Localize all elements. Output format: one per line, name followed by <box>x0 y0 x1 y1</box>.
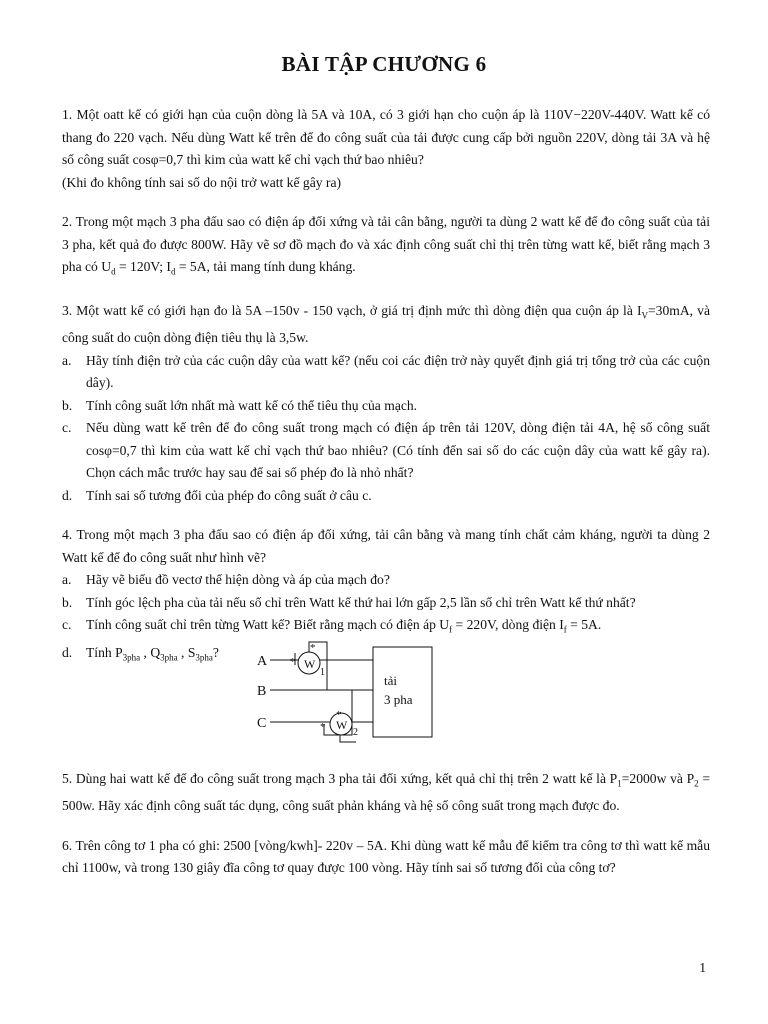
page-title: BÀI TẬP CHƯƠNG 6 <box>281 52 487 76</box>
item-text: Hãy tính điện trở của các cuộn dây của watt kế? (nếu coi các điện trở này quyết định giá trị tổng trở của các cuộn dây). <box>86 352 710 391</box>
page-number: 1 <box>699 960 706 975</box>
item-text-part: Tính P <box>86 644 123 660</box>
document-body-lower <box>62 768 710 880</box>
item-text: Nếu dùng watt kế trên để đo công suất trong mạch có điện áp trên tải 120V, dòng điện tải 4A, hệ số công suất cosφ=0,7 thì kim của watt kế chỉ vạch thứ bao nhiêu? (Có tính đến sai số do các cuộn dây của watt kế gây ra). Chọn cách mắc trước hay sau để sai số phép đo là nhỏ nhất? <box>86 420 710 481</box>
item-label: b. <box>62 397 73 413</box>
problem-6: 6. Trên công tơ 1 pha có ghi: 2500 [vòng/kwh]- 220v – 5A. Khi dùng watt kế mẫu để kiểm tra công tơ thì watt kế mẫu chỉ 1100w, và trong 130 giây đĩa công tơ quay được 100 vòng. Hãy tính sai số tương đối của công tơ? <box>62 837 710 876</box>
phase-b-label: B <box>257 684 267 699</box>
problem-3-item-b <box>62 395 710 418</box>
circuit-diagram <box>240 632 460 750</box>
subscript: 3pha <box>122 652 141 663</box>
problem-4: 4. Trong một mạch 3 pha đấu sao có điện áp đối xứng, tải cân bằng và mang tính chất cảm kháng, người ta dùng 2 Watt kế để đo công suất như hình vẽ? <box>62 527 710 565</box>
item-text-part: ? <box>212 644 219 660</box>
problem-2 <box>62 211 710 283</box>
item-label: a. <box>62 572 72 588</box>
star-mark: * <box>310 642 316 654</box>
item-text-part: = 220V, dòng điện I <box>452 617 564 633</box>
problem-5-mid: =2000w và P <box>621 771 695 786</box>
problem-3-item-a <box>62 350 710 395</box>
item-label: c. <box>62 617 72 633</box>
item-text: Tính góc lệch pha của tải nếu số chỉ trên Watt kế thứ hai lớn gấp 2,5 lần số chỉ trên Watt kế thứ nhất? <box>86 594 636 610</box>
item-label: c. <box>62 420 72 436</box>
item-label: b. <box>62 594 73 610</box>
subscript: 3pha <box>195 652 213 663</box>
item-text: Hãy vẽ biểu đồ vectơ thể hiện dòng và áp của mạch đo? <box>86 572 390 588</box>
problem-1-note: (Khi đo không tính sai số do nội trở watt kế gây ra) <box>62 174 342 190</box>
phase-a-label: A <box>257 654 268 669</box>
problem-3-text: 3. Một watt kế có giới hạn đo là 5A –150v - 150 vạch, ở giá trị định mức thì dòng điện qua cuộn áp là I <box>62 303 642 319</box>
subscript: V <box>641 310 648 321</box>
item-text: Tính sai số tương đối của phép đo công suất ở câu c. <box>86 487 372 503</box>
item-text-part: , Q <box>140 644 161 660</box>
item-label: a. <box>62 352 72 368</box>
wattmeter-1-symbol: W <box>304 657 316 671</box>
problem-5-text: 5. Dùng hai watt kế để đo công suất trong mạch 3 pha tải đối xứng, kết quả chỉ thị trên 2 watt kế là P <box>62 771 618 786</box>
problem-3-item-c <box>62 417 710 485</box>
item-text-part: = 5A. <box>566 617 602 633</box>
item-text: Tính công suất lớn nhất mà watt kế có thể tiêu thụ của mạch. <box>86 397 418 413</box>
problem-3-text-end: =30mA, và công suất do cuộn dòng điện tiêu thụ là 3,5w. <box>62 303 710 346</box>
star-mark: * <box>320 721 326 733</box>
problem-4-item-b <box>62 592 710 615</box>
subscript: d <box>170 266 176 277</box>
subscript: 1 <box>617 778 622 789</box>
item-text-part: , S <box>177 644 196 660</box>
item-label: d. <box>62 487 73 503</box>
problem-1 <box>62 104 710 172</box>
subscript: f <box>563 625 567 636</box>
star-mark: * <box>290 656 296 668</box>
wattmeter-2-symbol: W <box>336 718 348 732</box>
wattmeter-1-index: 1 <box>320 667 325 678</box>
problem-5 <box>62 768 710 818</box>
document-body <box>62 104 710 669</box>
item-text-part: Tính công suất chỉ trên từng Watt kế? Biết rằng mạch có điện áp U <box>86 617 450 633</box>
subscript: d <box>111 266 116 277</box>
phase-c-label: C <box>257 716 267 731</box>
load-label-line2: 3 pha <box>384 692 413 707</box>
problem-3-item-d <box>62 485 710 508</box>
problem-1-text: 1. Một oatt kế có giới hạn của cuộn dòng là 5A và 10A, có 3 giới hạn cho cuộn áp là 110V−220V-440V. Watt kế có thang đo 220 vạch. Nếu dùng Watt kế trên để đo công suất của tải được cung cấp bởi nguồn 220V, dòng tải 3A và hệ số công suất cosφ=0,7 thì kim của watt kế chỉ vạch thứ bao nhiêu? <box>62 107 710 167</box>
wattmeter-2-index: 2 <box>353 727 358 738</box>
problem-5-tail: = 500w. Hãy xác định công suất tác dụng, công suất phản kháng và hệ số công suất trong mạch được đo. <box>62 771 710 814</box>
star-mark: * <box>336 709 342 721</box>
problem-2-mid: = 120V; I <box>115 259 171 274</box>
subscript: 3pha <box>160 652 178 663</box>
problem-2-tail: = 5A, tải mang tính dung kháng. <box>175 259 356 274</box>
subscript: f <box>449 625 453 636</box>
problem-2-text: 2. Trong một mạch 3 pha đấu sao có điện áp đối xứng và tải cân bằng, người ta dùng 2 watt kế để đo công suất của tải 3 pha, kết quả đo được 800W. Hãy vẽ sơ đồ mạch đo và xác định công suất chỉ thị trên từng watt kế, biết rằng mạch 3 pha có U <box>62 214 710 274</box>
load-label-line1: tải <box>384 673 397 688</box>
item-label: d. <box>62 644 73 660</box>
problem-4-item-a <box>62 569 710 592</box>
problem-3 <box>62 300 710 350</box>
subscript: 2 <box>694 778 699 789</box>
